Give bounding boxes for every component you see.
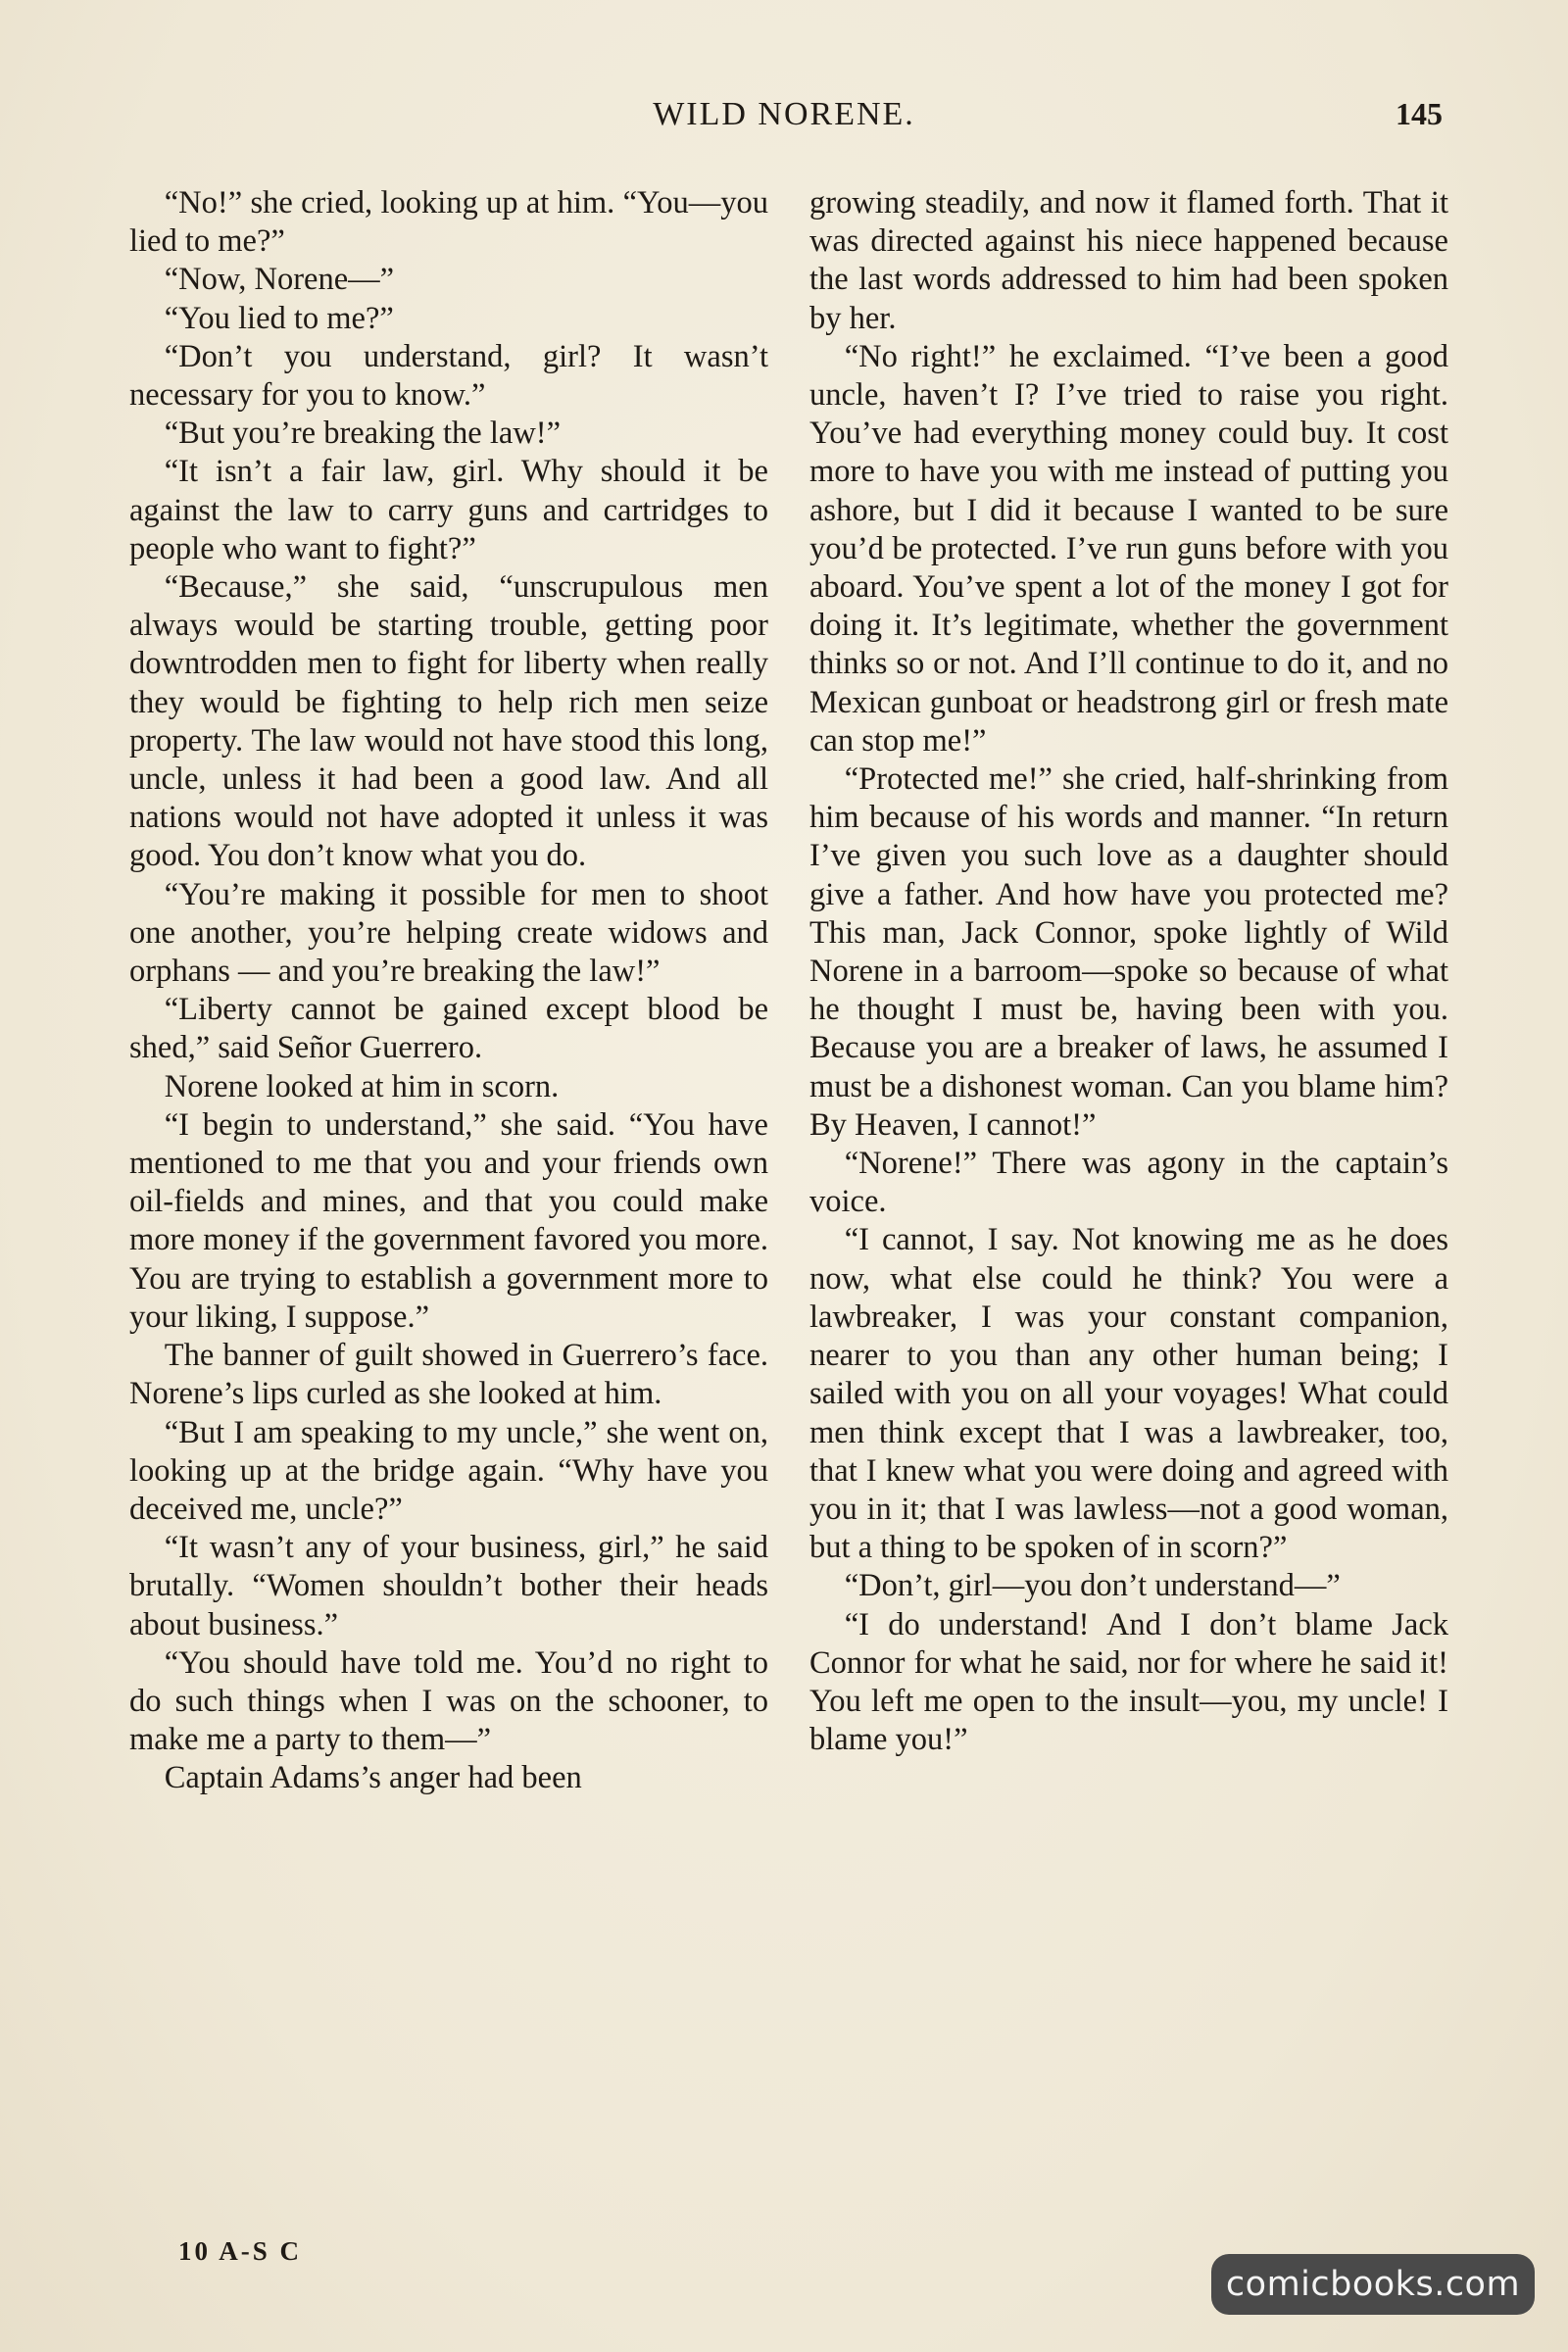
paragraph: “You lied to me?”: [164, 300, 394, 336]
paragraph: “Now, Norene—”: [164, 262, 395, 298]
paragraph: Captain Adams’s anger had been: [164, 1760, 582, 1796]
paragraph: “No!” she cried, looking up at him. “You—you lied to me?”: [129, 185, 768, 260]
paragraph: Norene looked at him in scorn.: [164, 1068, 560, 1104]
left-text-column: [129, 184, 768, 2232]
paragraph: “I cannot, I say. Not knowing me as he does now, what else could he think? You were a lawbreaker, I was your constant companion, nearer to you than any other human being; I sailed with you on all your voyages! What could men think except that I was a lawbreaker, too, that I knew what you were doing and agreed with you in it; that I was lawless—not a good woman, but a thing to be spoken of in scorn?”: [809, 1222, 1448, 1566]
paragraph: “It wasn’t any of your business, girl,” he said brutally. “Women shouldn’t bother their heads about business.”: [129, 1530, 768, 1642]
right-text-column: [809, 184, 1448, 2232]
paragraph: “You’re making it possible for men to shoot one another, you’re helping create widows and orphans — and you’re breaking the law!”: [129, 876, 768, 990]
signature-mark: 10 A-S C: [178, 2236, 303, 2266]
paragraph: “Because,” she said, “unscrupulous men always would be starting trouble, getting poor downtrodden men to fight for liberty when really they would be fighting to help rich men seize property. The law would not have stood this long, uncle, unless it had been a good law. And all nations would not have adopted it unless it was good. You don’t know what you do.: [129, 569, 768, 874]
paragraph: “Liberty cannot be gained except blood be shed,” said Señor Guerrero.: [129, 992, 768, 1066]
paragraph-continued: growing steadily, and now it flamed forth. That it was directed against his niece happened because the last words addressed to him had been spoken by her.: [809, 185, 1448, 336]
page-number: 145: [1396, 96, 1443, 131]
paragraph: “You should have told me. You’d no right to do such things when I was on the schooner, to make me a party to them—”: [129, 1644, 768, 1758]
page-header: [0, 96, 1568, 145]
paragraph: “But you’re breaking the law!”: [164, 416, 562, 452]
paragraph: “No right!” he exclaimed. “I’ve been a good uncle, haven’t I? I’ve tried to raise you right. You’ve had everything money could buy. It cost more to have you with me instead of putting you ashore, but I did it because I wanted to be sure you’d be protected. I’ve run guns before with you aboard. You’ve spent a lot of the money I got for doing it. It’s legitimate, whether the government thinks so or not. And I’ll continue to do it, and no Mexican gunboat or headstrong girl or fresh mate can stop me!”: [809, 338, 1448, 759]
paragraph: “Protected me!” she cried, half-shrinking from him because of his words and manner. “In return I’ve given you such love as a daughter should give a father. And how have you protected me? This man, Jack Connor, spoke lightly of Wild Norene in a barroom—spoke so because of what he thought I must be, having been with you. Because you are a breaker of laws, he assumed I must be a dishonest woman. Can you blame him? By Heaven, I cannot!”: [809, 761, 1448, 1143]
paragraph: “But I am speaking to my uncle,” she went on, looking up at the bridge again. “Why have you deceived me, uncle?”: [129, 1414, 768, 1527]
paragraph: “Don’t, girl—you don’t understand—”: [844, 1568, 1341, 1604]
paragraph: “It isn’t a fair law, girl. Why should it be against the law to carry guns and cartridges to people who want to fight?”: [129, 454, 768, 566]
watermark-badge: [1211, 2254, 1535, 2315]
paragraph: “I begin to understand,” she said. “You have mentioned to me that you and your friends own oil-fields and mines, and that you could make more money if the government favored you more. You are trying to establish a government more to your liking, I suppose.”: [129, 1106, 768, 1335]
paragraph: “Don’t you understand, girl? It wasn’t necessary for you to know.”: [129, 338, 768, 414]
running-title: WILD NORENE.: [653, 96, 915, 132]
paragraph: “Norene!” There was agony in the captain’s voice.: [809, 1146, 1448, 1220]
paragraph: The banner of guilt showed in Guerrero’s face. Norene’s lips curled as she looked at him.: [129, 1338, 768, 1412]
watermark-text: comicbooks.com: [1225, 2265, 1521, 2304]
paragraph: “I do understand! And I don’t blame Jack Connor for what he said, nor for where he said it! You left me open to the insult—you, my uncle! I blame you!”: [809, 1606, 1448, 1758]
